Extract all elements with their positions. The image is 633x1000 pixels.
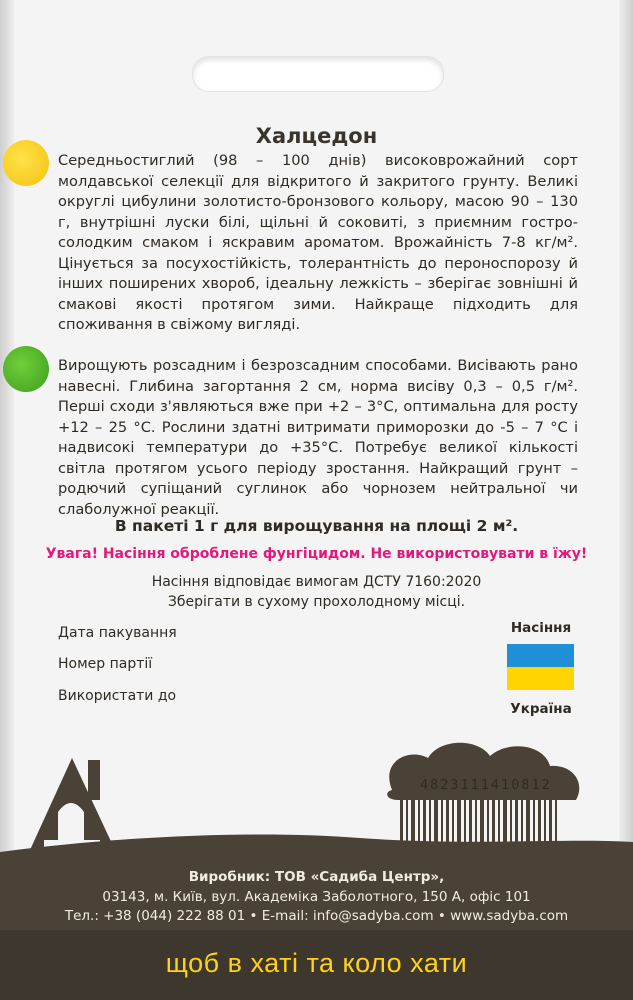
manufacturer-name: Виробник: ТОВ «Садиба Центр»,: [188, 869, 445, 885]
hang-slot: [192, 56, 444, 92]
manufacturer-contacts: Тел.: +38 (044) 222 88 01 • E-mail: info@sadyba.com • www.sadyba.com: [64, 908, 569, 924]
country-label: Україна: [510, 701, 572, 717]
seeds-label: Насіння: [510, 620, 572, 636]
green-dot-icon: [3, 346, 49, 392]
fungicide-warning: Увага! Насіння оброблене фунгіцидом. Не використовувати в їжу!: [45, 546, 588, 562]
standard-line: Насіння відповідає вимогам ДСТУ 7160:2020: [151, 574, 482, 590]
batch-number-field: Номер партії: [58, 656, 153, 672]
product-title: Халцедон: [255, 124, 378, 148]
cultivation-instructions: Вирощують розсадним і безрозсадним способами. Висівають рано навесні. Глибина загортання 2 см, норма висіву 0,3 – 0,5 г/м². Перші сходи з'являються вже при +2 – 3°С, оптимальна для росту +12 – 25 °С. Рослини здатні витримати приморозки до -5 – 7 °С і надвисокі температури до +35°С. Потребує великої кількості світла протягом усього періоду зростання. Найкращий грунт – родючий супіщаний суглинок або чорнозем нейтральної чи слаболужної реакції.: [58, 357, 578, 518]
barcode-cloud-icon: [387, 743, 579, 854]
pack-date-field: Дата пакування: [58, 625, 177, 641]
use-by-field: Використати до: [58, 688, 177, 704]
house-window: [58, 803, 84, 840]
manufacturer-address: 03143, м. Київ, вул. Академіка Заболотного, 150 А, офіс 101: [102, 888, 531, 905]
manufacturer-info: [0, 868, 633, 927]
yellow-dot-icon: [3, 140, 49, 186]
ukraine-flag-icon: [507, 644, 574, 690]
packet-info: В пакеті 1 г для вирощування на площі 2 м².: [114, 517, 519, 535]
storage-line: Зберігати в сухому прохолодному місці.: [167, 594, 466, 610]
barcode-number: 4823111410812: [420, 777, 552, 793]
standard-info: [0, 572, 633, 612]
product-description: Середньостиглий (98 – 100 днів) високоврожайний сорт молдавської селекції для відкритого й закритого грунту. Великі округлі цибулини золотисто-бронзового кольору, масою 90 – 130 г, внутрішні луски білі, щільні й соковиті, з приємним гостро-солодким смаком і яскравим ароматом. Врожайність 7-8 кг/м². Цінується за посухостійкість, толерантність до пероноспорозу й інших поширених хвороб, ідеальну лежкість – зберігає зовнішні й смакові якості протягом зими. Найкраще підходить для споживання в свіжому вигляді.: [58, 152, 578, 333]
brand-slogan: щоб в хаті та коло хати: [165, 948, 468, 978]
